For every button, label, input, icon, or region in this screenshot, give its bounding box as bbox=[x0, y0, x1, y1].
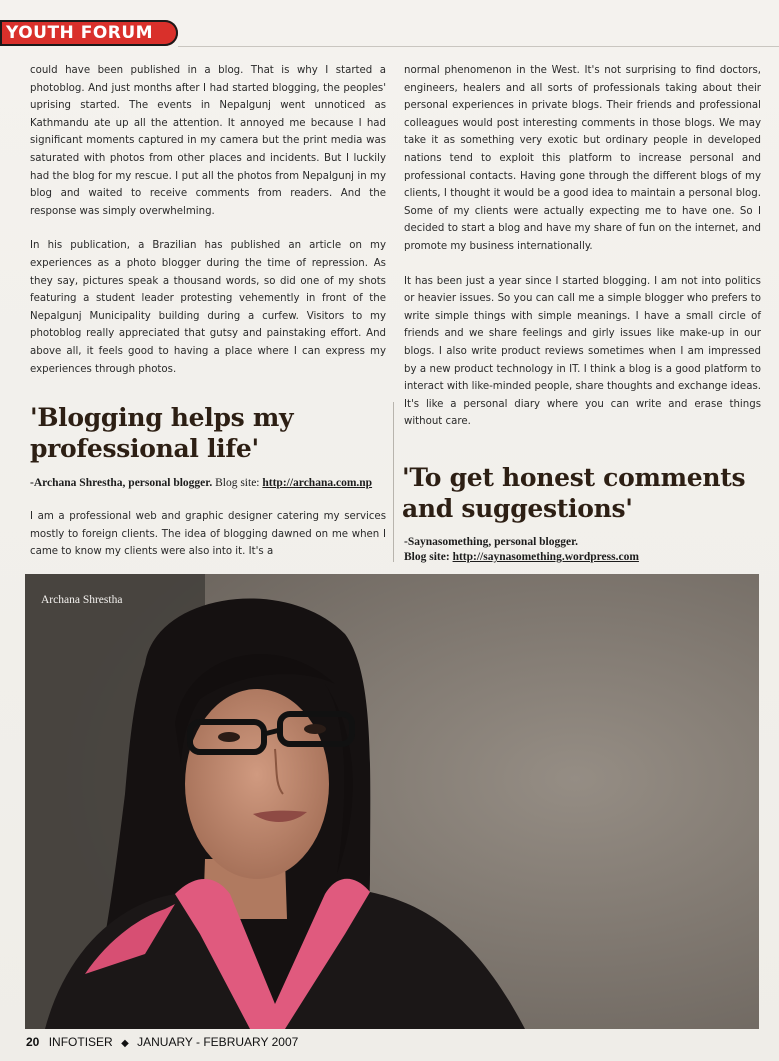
byline-saynasomething bbox=[404, 535, 744, 565]
blog-url-link[interactable]: http://saynasomething.wordpress.com bbox=[452, 551, 639, 563]
page-number: 20 bbox=[26, 1035, 40, 1049]
blog-url-link[interactable]: http://archana.com.np bbox=[262, 477, 373, 489]
left-column-article-start bbox=[30, 508, 386, 578]
byline-author: -Archana Shrestha, personal blogger. bbox=[30, 477, 213, 489]
paragraph: It has been just a year since I started blogging. I am not into politics or heavier issues. So you can call me a simple blogger who prefers to write simple things with simple meanings. I have a small circle of friends and we share feelings and girly issues like make-up in our blogs. I also write product reviews sometimes when I am impressed by a new product technology in IT. I think a blog is a good platform to interact with like-minded people, share thoughts and exchange ideas. It's like a personal diary where you can write and erase things without care. bbox=[404, 275, 761, 428]
left-column-continued-text bbox=[30, 62, 386, 395]
portrait-illustration bbox=[25, 574, 759, 1029]
paragraph: In his publication, a Brazilian has published an article on my experiences as a photo blogger during the time of repression. As they say, pictures speak a thousand words, so did one of my shots featuring a student leader protesting vehemently in front of the Nepalgunj Municipality building during a curfew. Visitors to my photoblog really appreciated that gutsy and painstaking effort. And above all, it feels good to having a place where I can express my experiences through photos. bbox=[30, 240, 386, 375]
paragraph: I am a professional web and graphic designer catering my services mostly to foreign clients. The idea of blogging dawned on me when I came to know my clients were also into it. It's a bbox=[30, 511, 386, 558]
diamond-separator-icon: ◆ bbox=[121, 1038, 129, 1049]
paragraph: normal phenomenon in the West. It's not surprising to find doctors, engineers, healers and all sorts of professionals taking about their personal experiences in private blogs. Their friends and professional colleagues would post interesting comments in those blogs. We may take it as something very exotic but ordinary people in developed nations tend to exploit this platform to increase personal and professional contacts. Having gone through the different blogs of my clients, I thought it would be a good idea to maintain a personal blog. Some of my clients were actually expecting me to have one. So I decided to start a blog and have my share of fun on the internet, and promote my business internationally. bbox=[404, 65, 761, 252]
section-label: YOUTH FORUM bbox=[6, 23, 154, 43]
paragraph: could have been published in a blog. That is why I started a photoblog. And just months after I had started blogging, the peoples' uprising started. The events in Nepalgunj went unnoticed as Kathmandu ate up all the attention. It annoyed me because I had significant moments captured in my camera but the print media was saturated with photos from other places and incidents. But I luckily had the blog for my rescue. I put all the photos from Nepalgunj in my blog and waited to receive comments from readers. And the response was simply overwhelming. bbox=[30, 65, 386, 217]
byline-site-label: Blog site: bbox=[215, 477, 260, 489]
section-tab bbox=[0, 20, 178, 46]
byline-archana bbox=[30, 476, 390, 491]
byline-site-label: Blog site: bbox=[404, 551, 450, 563]
headline-blogging-helps: 'Blogging helps my professional life' bbox=[30, 403, 294, 463]
byline-author: -Saynasomething, personal blogger. bbox=[404, 536, 579, 548]
headline-honest-comments: 'To get honest comments and suggestions' bbox=[402, 463, 746, 523]
header-rule bbox=[178, 46, 779, 47]
portrait-photo bbox=[25, 574, 759, 1029]
issue-date: JANUARY - FEBRUARY 2007 bbox=[137, 1035, 299, 1049]
right-column-text bbox=[404, 62, 761, 448]
page-footer bbox=[26, 1035, 298, 1049]
photo-caption: Archana Shrestha bbox=[41, 594, 123, 606]
publication-name: INFOTISER bbox=[48, 1035, 113, 1049]
column-divider bbox=[393, 402, 394, 562]
face bbox=[185, 689, 329, 879]
